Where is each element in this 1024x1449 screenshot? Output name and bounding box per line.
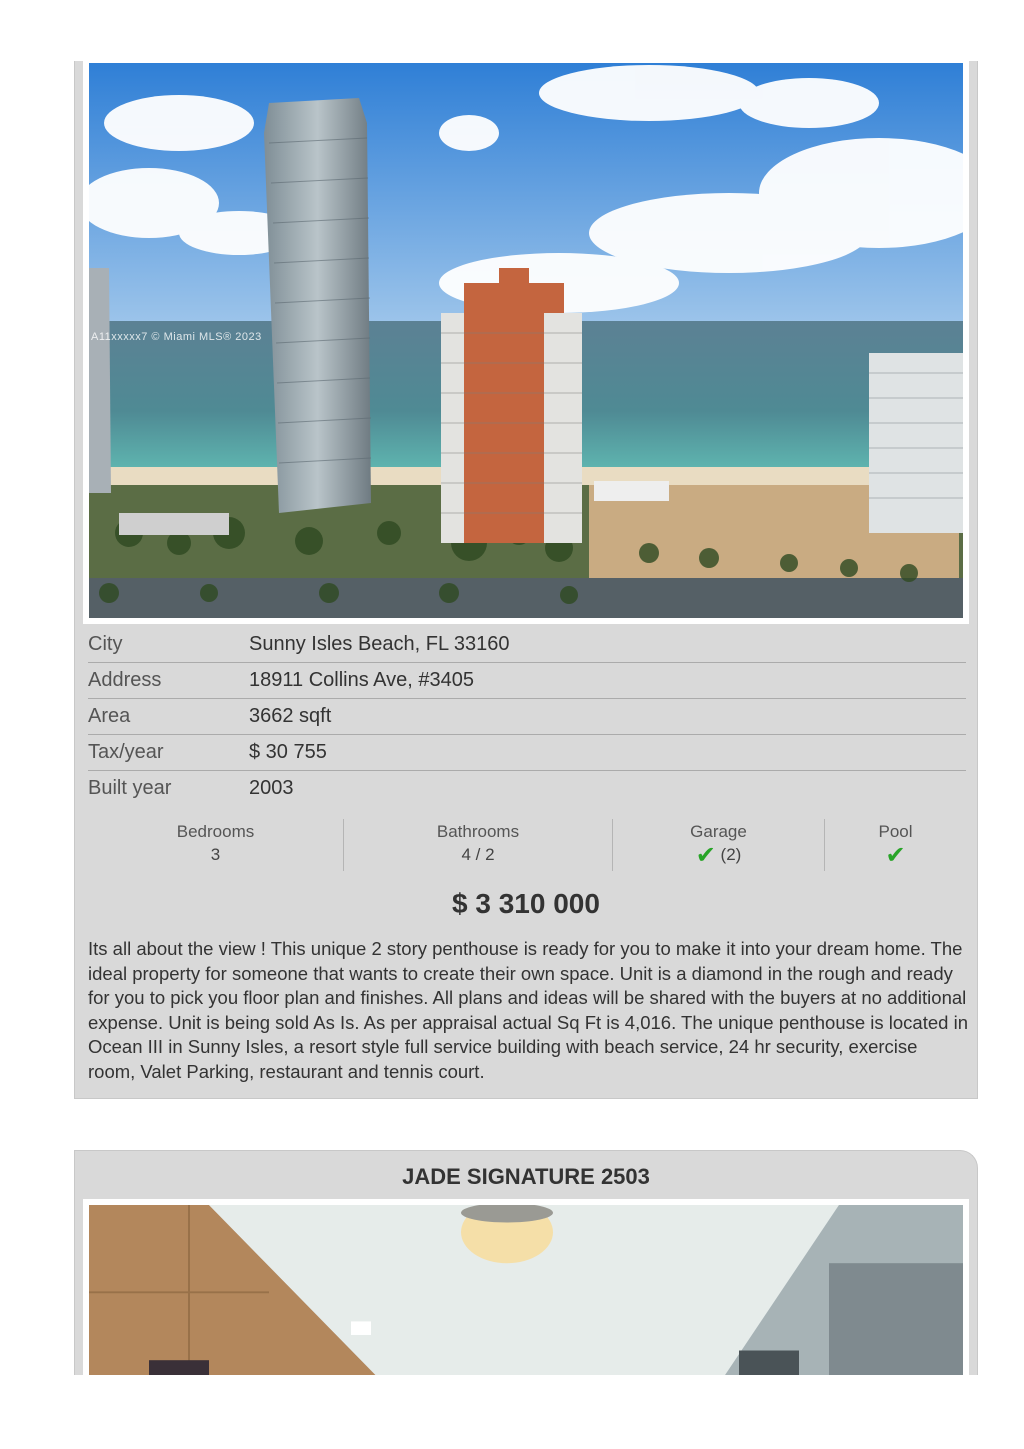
feature-garage xyxy=(613,819,825,871)
listing-photo-frame xyxy=(83,1199,969,1375)
listing-card xyxy=(74,61,978,1099)
feature-label: Pool xyxy=(878,822,913,841)
detail-label: Area xyxy=(88,705,131,727)
detail-row-built-year xyxy=(88,771,966,806)
detail-row-address xyxy=(88,663,966,699)
detail-row-tax xyxy=(88,735,966,771)
feature-bedrooms xyxy=(88,819,344,871)
listing-price: $ 3 310 000 xyxy=(452,888,600,919)
detail-value: 3662 sqft xyxy=(249,705,332,727)
detail-value: 18911 Collins Ave, #3405 xyxy=(249,669,474,691)
listing-photo-image xyxy=(89,1205,963,1375)
listing-photo[interactable] xyxy=(89,63,963,618)
listing-card xyxy=(74,1150,978,1375)
feature-pool xyxy=(825,819,966,871)
detail-value: 2003 xyxy=(249,777,294,799)
detail-row-city xyxy=(88,627,966,663)
detail-value: $ 30 755 xyxy=(249,741,327,763)
photo-watermark: A11xxxxx7 © Miami MLS® 2023 xyxy=(91,331,262,343)
feature-bathrooms xyxy=(344,819,613,871)
feature-value: 4 / 2 xyxy=(461,845,495,864)
feature-label: Bathrooms xyxy=(436,822,520,841)
feature-value: 3 xyxy=(210,845,221,864)
feature-value-row xyxy=(825,843,966,867)
feature-value-row xyxy=(613,843,824,867)
detail-row-area xyxy=(88,699,966,735)
listing-description: Its all about the view ! This unique 2 story penthouse is ready for you to make it into your dream home. The ideal property for someone that wants to create their own space. Unit is a diamond in the rough and ready for you to pick you floor plan and finishes. All plans and ideas will be shared with the buyers at no additional expense. Unit is being sold As Is. As per appraisal actual Sq Ft is 4,016. The unique penthouse is located in Ocean III in Sunny Isles, a resort style full service building with beach service, 24 hr security, exercise room, Valet Parking, restaurant and tennis court. xyxy=(88,938,968,1082)
property-features xyxy=(88,819,966,871)
detail-value: Sunny Isles Beach, FL 33160 xyxy=(249,633,510,655)
detail-label: Built year xyxy=(88,777,172,799)
checkmark-icon: ✔ xyxy=(695,841,716,869)
detail-label: Tax/year xyxy=(88,741,164,763)
property-details-table xyxy=(88,627,966,806)
detail-label: Address xyxy=(88,669,162,691)
feature-label: Garage xyxy=(690,822,747,841)
listing-photo[interactable] xyxy=(89,1205,963,1375)
feature-label: Bedrooms xyxy=(176,822,255,841)
checkmark-icon: ✔ xyxy=(885,841,906,869)
feature-value: (2) xyxy=(720,845,742,864)
listing-photo-frame xyxy=(83,61,969,624)
detail-label: City xyxy=(88,633,123,655)
listing-title[interactable]: JADE SIGNATURE 2503 xyxy=(402,1164,650,1189)
